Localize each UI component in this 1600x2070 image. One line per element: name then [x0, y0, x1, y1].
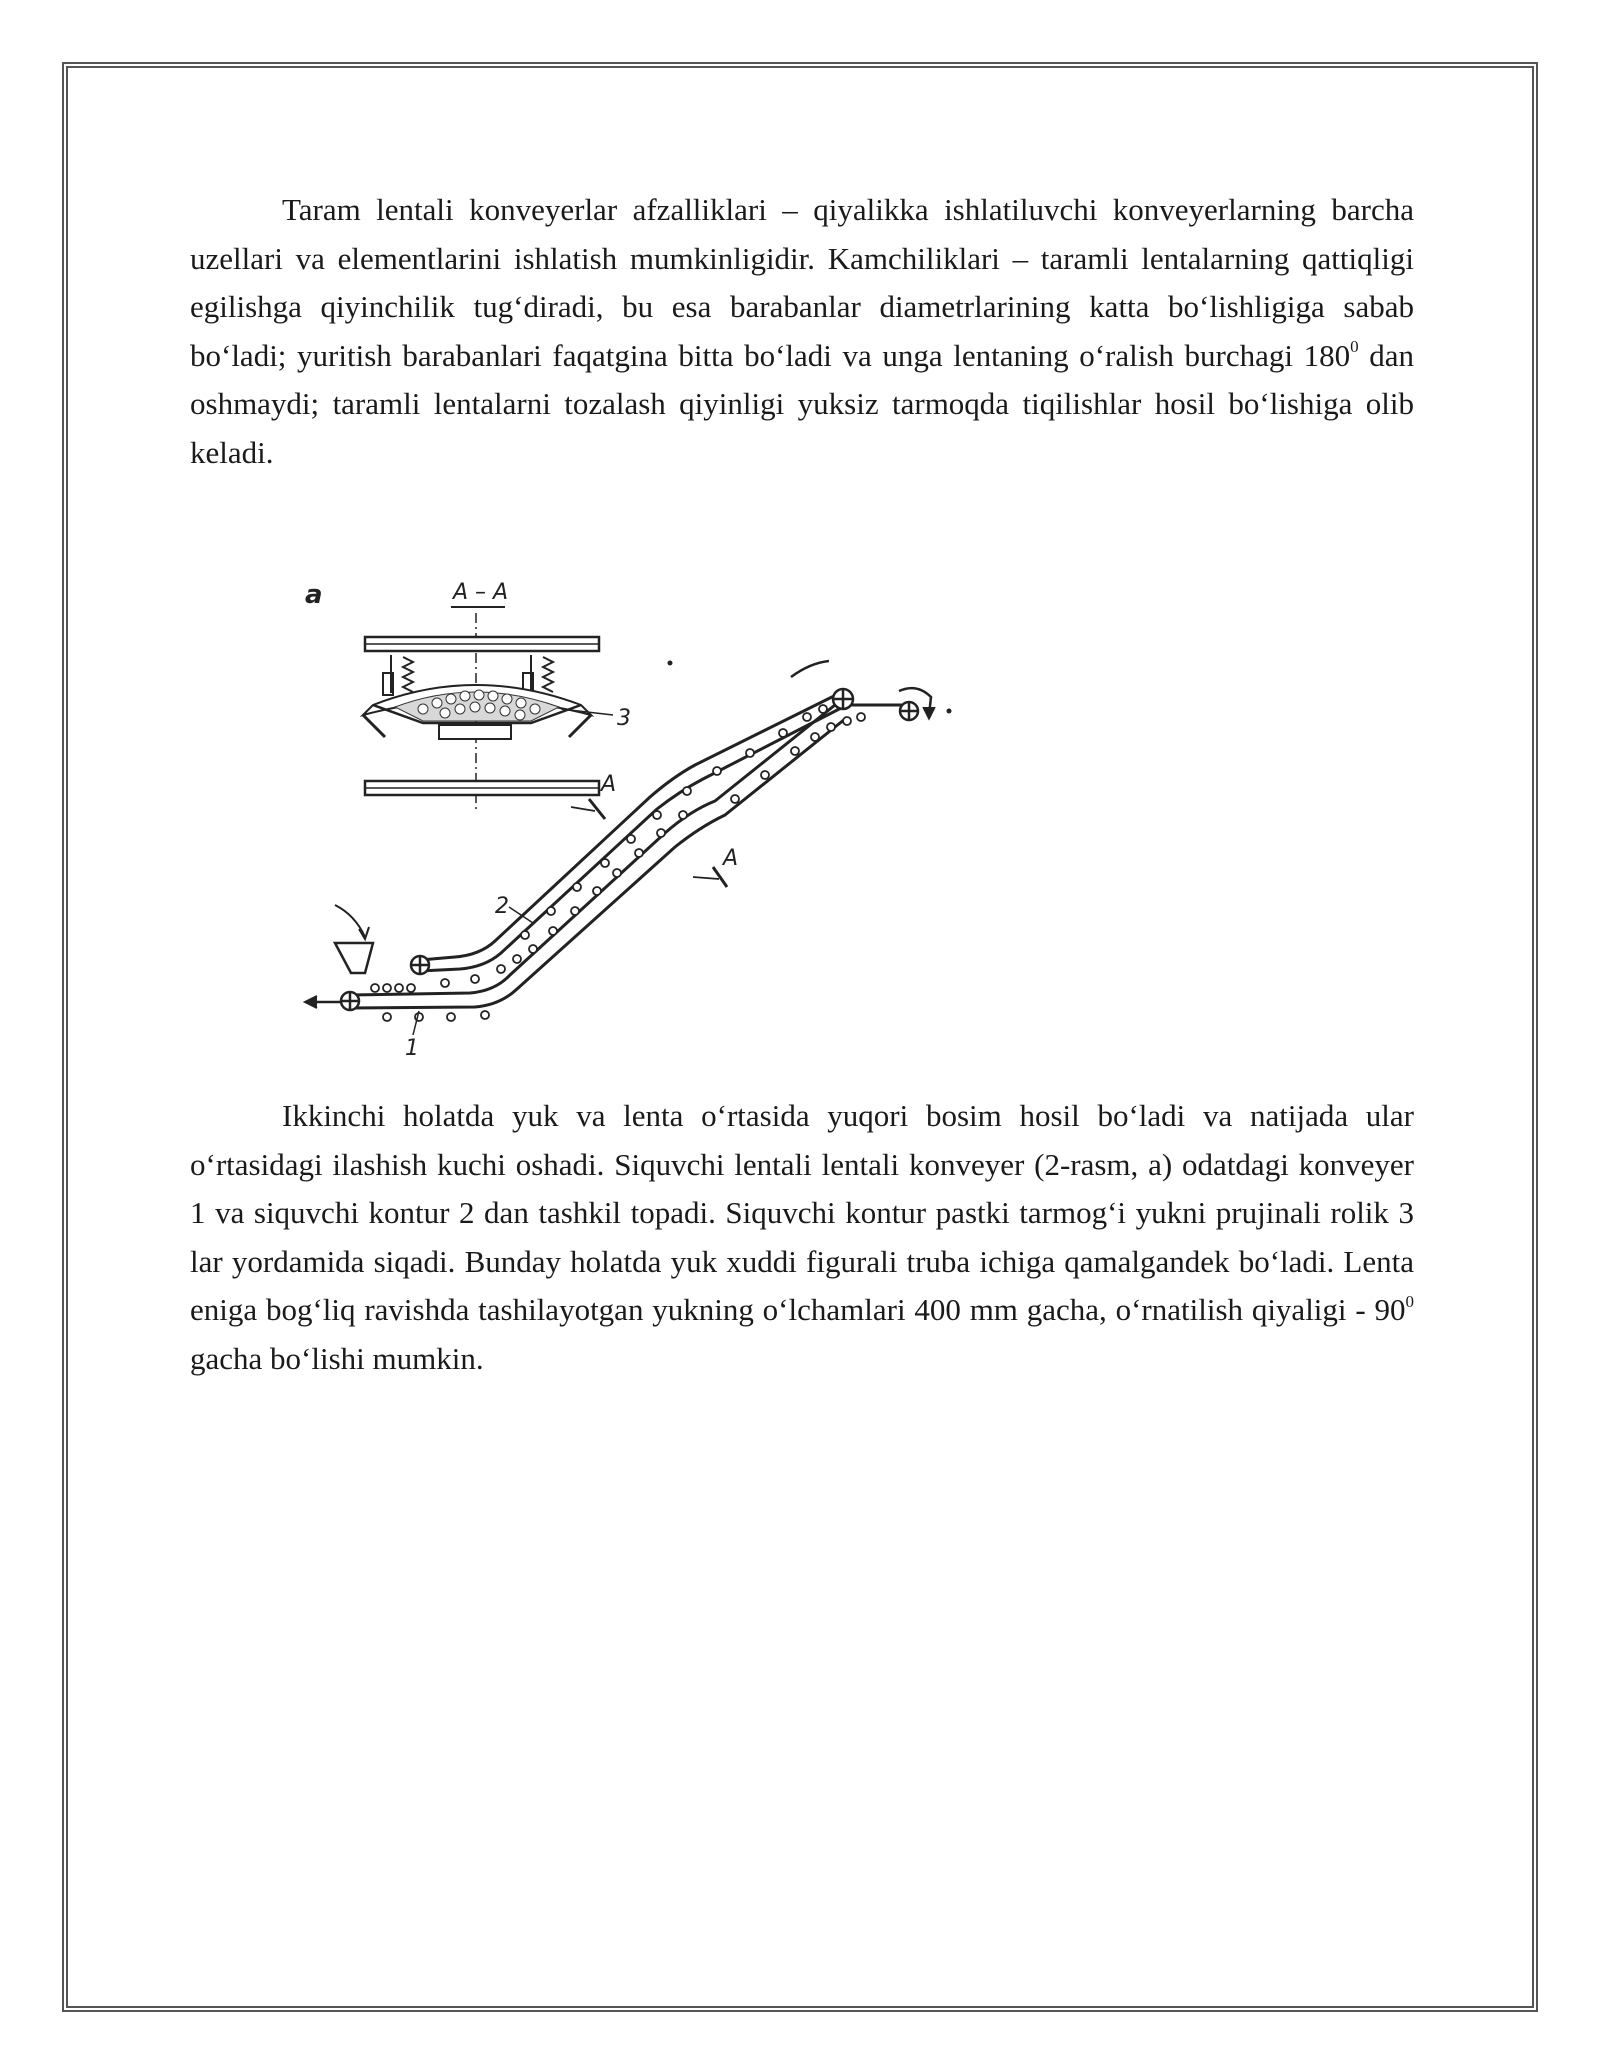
section-A-upper: A [601, 772, 617, 797]
rotation-arrowhead [923, 707, 935, 719]
belt-outer-upper [350, 705, 909, 995]
spring-left [383, 655, 413, 695]
trough [363, 685, 591, 739]
paragraph-1 [190, 186, 1414, 478]
output-arrowhead [305, 996, 317, 1008]
superscript: 0 [1350, 337, 1359, 357]
cleaner-mark [791, 661, 829, 677]
figure-label-a: a [305, 580, 323, 610]
speck-2 [947, 709, 952, 714]
section-arrow-lower [693, 877, 719, 879]
paragraph-2 [190, 1092, 1414, 1384]
label-1: 1 [405, 1036, 419, 1061]
paragraph-2-text-b: gacha bo‘lishi mumkin. [190, 1340, 484, 1376]
rollers [371, 705, 865, 1021]
section-A-lower: A [723, 846, 739, 871]
section-label: A – A [453, 580, 509, 605]
paragraph-1-text-b: dan oshmaydi; taramli lentalarni tozalash qiyinligi yuksiz tarmoqda tiqilishlar hosil bo‘lishiga olib keladi. [190, 337, 1414, 470]
speck [668, 661, 673, 666]
conveyor-diagram [295, 565, 975, 1065]
paragraph-1-text-a: Taram lentali konveyerlar afzalliklari – qiyalikka ishlatiluvchi konveyerlarning barcha uzellari va elementlarini ishlatish mumkinligidir. Kamchiliklari – taramli lentalarning qattiqligi egilishga qiyinchilik tug‘diradi, bu esa barabanlar diametrlarining katta bo‘lishligiga sabab bo‘ladi; yuritish barabanlari faqatgina bitta bo‘ladi va unga lentaning o‘ralish burchagi 180 [190, 192, 1414, 373]
paragraph-2-text-a: Ikkinchi holatda yuk va lenta o‘rtasida yuqori bosim hosil bo‘ladi va natijada ular o‘rtasidagi ilashish kuchi oshadi. Siquvchi lentali lentali konveyer (2-rasm, a) odatdagi konveyer 1 va siquvchi kontur 2 dan tashkil topadi. Siquvchi kontur pastki tarmog‘i yukni prujinali rolik 3 lar yordamida siqadi. Bunday holatda yuk xuddi figurali truba ichiga qamalgandek bo‘ladi. Lenta eniga bog‘liq ravishda tashilayotgan yukning o‘lchamlari 400 mm gacha, o‘rnatilish qiyaligi - 90 [190, 1098, 1414, 1328]
section-arrow-upper [571, 807, 595, 811]
conveyor-figure [295, 565, 975, 1065]
section-mark-upper [589, 799, 605, 819]
hopper [335, 943, 373, 973]
label-3: 3 [617, 706, 631, 731]
superscript: 0 [1405, 1292, 1414, 1312]
label-2: 2 [495, 894, 509, 919]
pulleys [341, 689, 918, 1010]
conveyor-belts [350, 693, 909, 1008]
